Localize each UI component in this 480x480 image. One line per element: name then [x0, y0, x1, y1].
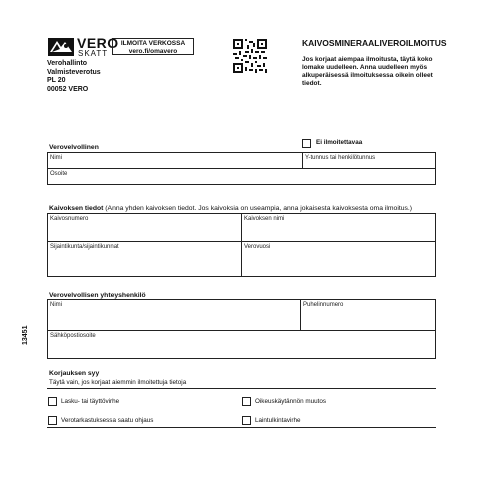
- reason-label: Lasku- tai täyttövirhe: [61, 398, 120, 405]
- contact-phone-input[interactable]: [301, 310, 435, 329]
- contact-name-input[interactable]: [48, 310, 299, 329]
- address-line: Verohallinto: [47, 60, 88, 67]
- divider: [47, 330, 436, 331]
- contact-phone-label: Puhelinnumero: [303, 302, 344, 308]
- contact-section-title: Verovelvollisen yhteyshenkilö: [49, 292, 146, 299]
- contact-email-input[interactable]: [48, 341, 435, 358]
- reason-checkbox-case-law-change[interactable]: [242, 397, 251, 406]
- correction-section-title: Korjauksen syy: [49, 370, 100, 377]
- taxpayer-name-label: Nimi: [50, 155, 62, 161]
- divider: [47, 388, 436, 389]
- address-line: PL 20: [47, 77, 66, 84]
- mine-name-label: Kaivoksen nimi: [244, 216, 285, 222]
- contact-email-label: Sähköpostiosoite: [50, 333, 96, 339]
- correction-subtitle: Täytä vain, jos korjaat aiemmin ilmoitettuja tietoja: [49, 379, 187, 386]
- divider: [302, 152, 303, 169]
- divider: [47, 241, 436, 242]
- mine-number-label: Kaivosnumero: [50, 216, 89, 222]
- logo-sub: SKATT: [78, 49, 109, 58]
- mine-municipality-label: Sijaintikunta/sijaintikunnat: [50, 244, 119, 250]
- eservice-box: [112, 38, 194, 55]
- contact-name-label: Nimi: [50, 302, 62, 308]
- taxpayer-row1: [47, 152, 436, 169]
- reason-checkbox-tax-audit[interactable]: [48, 416, 57, 425]
- reason-label: Laintulkintavirhe: [255, 417, 301, 424]
- vero-logo-emblem-icon: [48, 38, 74, 56]
- address-line: Valmisteverotus: [47, 68, 101, 76]
- mine-note: (Anna yhden kaivoksen tiedot. Jos kaivoksia on useampia, anna jokaisesta kaivoksesta oma ilmoitus.): [105, 205, 413, 212]
- not-liable-checkbox[interactable]: [302, 139, 311, 148]
- taxpayer-section-title: Verovelvollinen: [49, 144, 99, 151]
- mine-municipality-input[interactable]: [48, 252, 240, 276]
- eservice-line1: ILMOITA VERKOSSA: [120, 40, 186, 47]
- mine-title: Kaivoksen tiedot: [49, 205, 104, 212]
- form-code: 13451: [22, 325, 29, 345]
- reason-label: Verotarkastuksessa saatu ohjaus: [61, 417, 154, 424]
- qr-code-icon: [233, 39, 267, 73]
- form-title: KAIVOSMINERAALIVEROILMOITUS: [302, 38, 447, 48]
- tax-year-input[interactable]: [242, 252, 435, 276]
- taxpayer-address-label: Osoite: [50, 171, 68, 177]
- taxpayer-address-input[interactable]: [48, 178, 435, 184]
- logo-brand: VERO: [77, 35, 119, 51]
- mine-section-title: [49, 205, 412, 212]
- address-line: 00052 VERO: [47, 85, 89, 93]
- divider: [47, 427, 436, 428]
- eservice-url: vero.fi/omavero: [128, 47, 178, 55]
- tax-year-label: Verovuosi: [244, 244, 271, 250]
- reason-checkbox-interpretation-error[interactable]: [242, 416, 251, 425]
- taxpayer-id-label: Y-tunnus tai henkilötunnus: [305, 155, 376, 161]
- reason-label: Oikeuskäytännön muutos: [255, 398, 327, 405]
- reason-checkbox-calculation-error[interactable]: [48, 397, 57, 406]
- mine-name-input[interactable]: [242, 224, 435, 240]
- mine-number-input[interactable]: [48, 224, 240, 240]
- not-liable-label: Ei ilmoitettavaa: [316, 139, 363, 146]
- recipient-address: [47, 60, 101, 94]
- form-instructions: Jos korjaat aiempaa ilmoitusta, täytä koko lomake uudelleen. Anna uudelleen myös alkuperäisessä ilmoituksessa oikein olleet tiedot.: [302, 56, 433, 87]
